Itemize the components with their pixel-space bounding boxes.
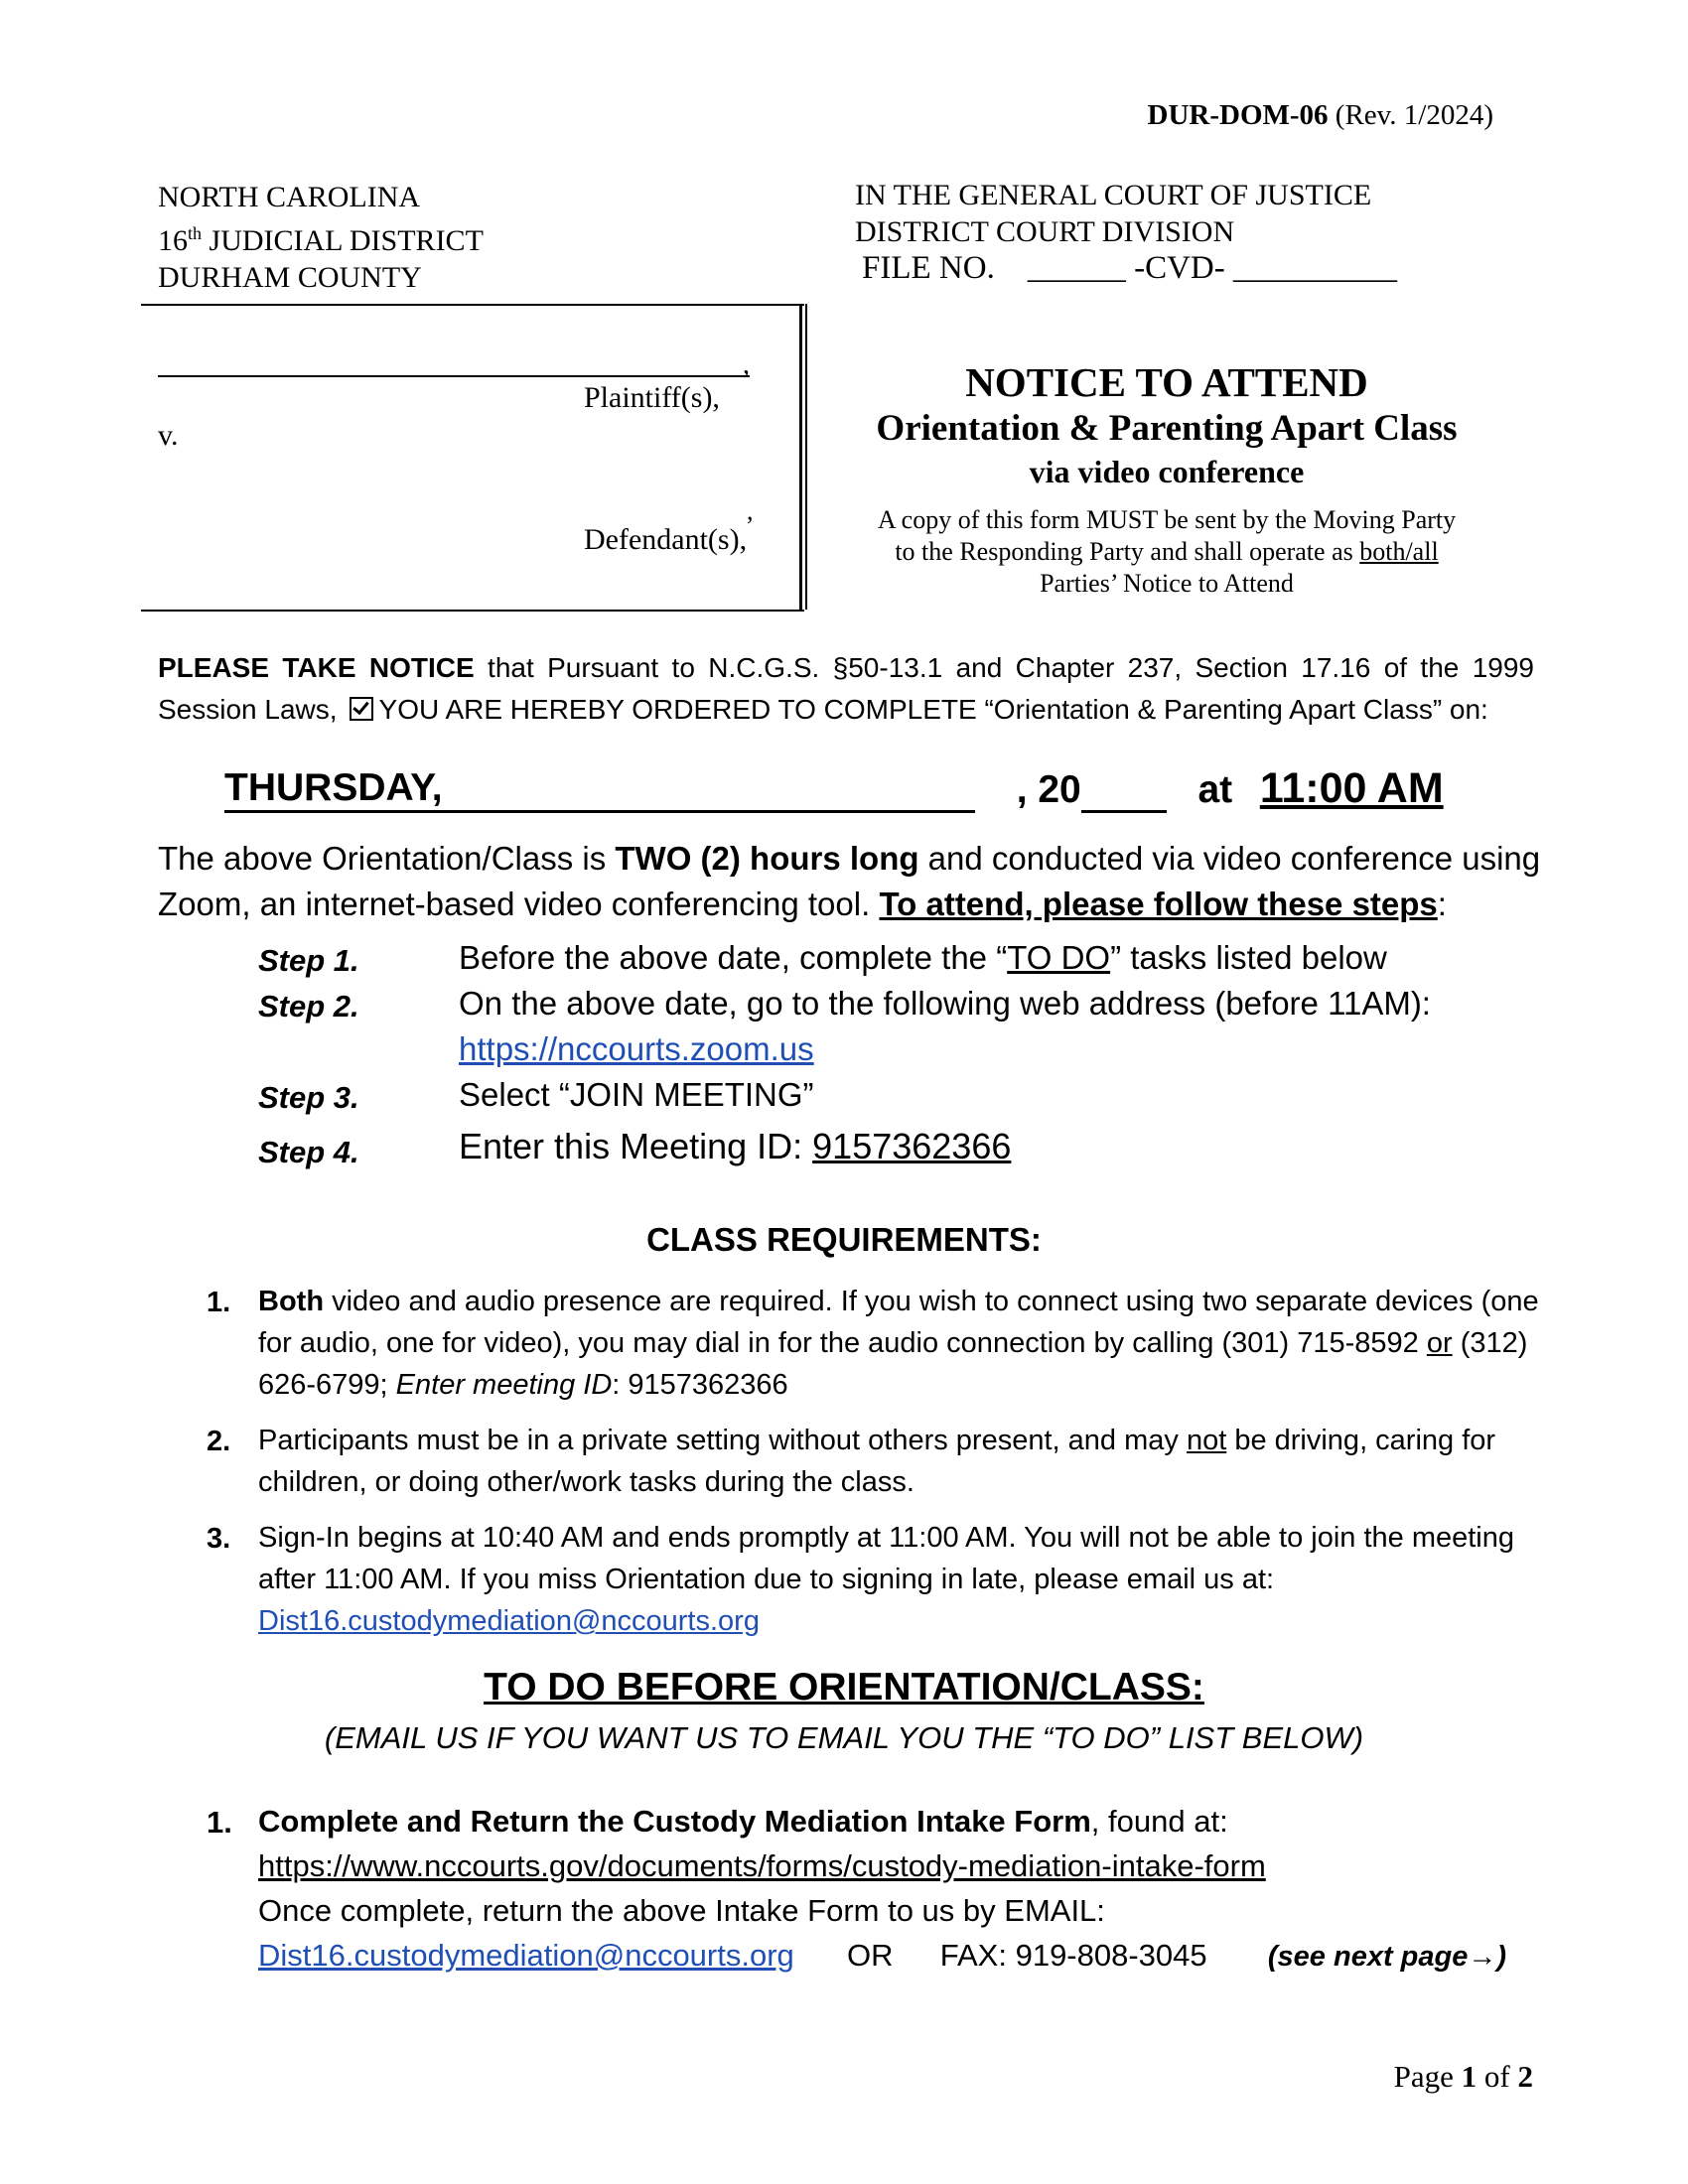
county-label: DURHAM COUNTY (158, 261, 422, 294)
intake-email-link[interactable]: Dist16.custodymediation@nccourts.org (258, 1938, 794, 1973)
class-date-line (224, 764, 1444, 813)
intake-form-url[interactable]: https://www.nccourts.gov/documents/forms/custody-mediation-intake-form (258, 1848, 1266, 1883)
day-label: THURSDAY, (224, 766, 443, 809)
page-total: 2 (1517, 2059, 1533, 2094)
step-2-text: On the above date, go to the following web address (before 11AM): (459, 985, 1431, 1022)
district-text: JUDICIAL DISTRICT (202, 224, 484, 257)
requirement-1 (258, 1281, 1549, 1406)
step-3-label: Step 3. (258, 1080, 359, 1115)
file-no-blank-2[interactable]: __________ (1232, 250, 1397, 286)
copy-line-1: A copy of this form MUST be sent by the Moving Party (877, 505, 1457, 534)
step-4-text-a: Enter this Meeting ID: (459, 1126, 813, 1166)
todo-1-number: 1. (207, 1805, 232, 1840)
copy-line-3: Parties’ Notice to Attend (1040, 569, 1294, 598)
page-of: of (1477, 2059, 1518, 2094)
requirement-1-or: or (1426, 1327, 1453, 1359)
jurisdiction-block (158, 179, 484, 296)
todo-1-bold: Complete and Return the Custody Mediation Intake Form (258, 1804, 1091, 1839)
division-label: DISTRICT COURT DIVISION (855, 215, 1235, 248)
file-no-blank-1[interactable]: ______ (1027, 250, 1126, 286)
step-1-text-b: ” tasks listed below (1110, 939, 1387, 976)
page-number (1394, 2059, 1533, 2095)
requirement-3 (258, 1517, 1549, 1642)
requirement-1-text-3: : 9157362366 (612, 1369, 788, 1401)
notice-subtitle: Orientation & Parenting Apart Class (876, 408, 1458, 449)
date-field[interactable] (224, 766, 975, 813)
district-number: 16 (158, 224, 188, 257)
caption-divider (799, 304, 802, 610)
plaintiff-label: Plaintiff(s), (584, 381, 720, 414)
file-no-label: FILE NO. (862, 250, 995, 286)
district-label (158, 215, 484, 259)
checked-checkbox-icon[interactable] (350, 697, 373, 721)
plaintiff-comma: , (743, 349, 750, 380)
todo-1-contact-line (258, 1933, 1549, 1979)
copy-line-2-emph: both/all (1359, 537, 1439, 566)
see-next-text: (see next page (1267, 1941, 1469, 1973)
steps-heading: To attend, please follow these steps (879, 886, 1438, 922)
page-current: 1 (1461, 2059, 1477, 2094)
todo-1-text-2: Once complete, return the above Intake Form to us by EMAIL: (258, 1893, 1105, 1928)
state-label: NORTH CAROLINA (158, 181, 421, 213)
versus-label: v. (158, 419, 179, 452)
step-1-text-a: Before the above date, complete the “ (459, 939, 1008, 976)
custody-email-link[interactable]: Dist16.custodymediation@nccourts.org (258, 1605, 760, 1637)
class-requirements-heading: CLASS REQUIREMENTS: (646, 1221, 1042, 1258)
requirement-1-number: 1. (207, 1287, 231, 1318)
todo-1-line-1 (258, 1799, 1549, 1843)
class-intro (158, 836, 1548, 927)
todo-item-1 (258, 1799, 1549, 1979)
todo-1-or: OR (847, 1938, 894, 1973)
order-paragraph (158, 647, 1534, 731)
notice-title: NOTICE TO ATTEND (965, 359, 1368, 405)
class-time: 11:00 AM (1259, 764, 1444, 812)
step-4-text (459, 1126, 1011, 1167)
file-no-cvd: -CVD- (1134, 250, 1225, 286)
copy-line-2 (824, 536, 1509, 568)
form-code (1148, 99, 1493, 132)
requirement-2-number: 2. (207, 1426, 231, 1457)
defendant-comma: , (747, 496, 754, 525)
todo-1-text-1: , found at: (1090, 1804, 1228, 1839)
requirement-3-number: 3. (207, 1523, 231, 1555)
requirement-2-text-2: be driving, caring for children, or doing other/work tasks during the class. (258, 1425, 1496, 1498)
intro-text-2: and conducted via video conference using Zoom, an internet-based video conferencing tool. (158, 840, 1541, 922)
requirement-1-text-1: video and audio presence are required. If you wish to connect using two separate devices (one for audio, one for video), you may dial in for the audio connection by calling (301) 715-8592 (258, 1286, 1539, 1359)
step-1-todo: TO DO (1007, 939, 1111, 976)
order-text-2: YOU ARE HEREBY ORDERED TO COMPLETE “Orientation & Parenting Apart Class” on: (378, 694, 1488, 725)
step-1-text (459, 939, 1387, 977)
step-4-label: Step 4. (258, 1135, 359, 1169)
requirement-2-text-1: Participants must be in a private setting without others present, and may (258, 1425, 1187, 1456)
form-code-id: DUR-DOM-06 (1147, 99, 1329, 131)
year-prefix: , 20 (1016, 768, 1081, 811)
todo-heading: TO DO BEFORE ORIENTATION/CLASS: (484, 1666, 1204, 1708)
notice-block (824, 357, 1509, 600)
form-revision: (Rev. 1/2024) (1335, 99, 1493, 131)
defendant-label: Defendant(s), (584, 523, 748, 556)
arrow-right-icon: →) (1468, 1941, 1507, 1973)
requirement-2 (258, 1420, 1549, 1503)
meeting-id: 9157362366 (812, 1126, 1012, 1166)
requirement-1-italic: Enter meeting ID (395, 1369, 613, 1401)
requirement-3-text-1: Sign-In begins at 10:40 AM and ends promptly at 11:00 AM. You will not be able to join the meeting after 11:00 AM. If you miss Orientation due to signing in late, please email us at: (258, 1522, 1515, 1595)
plaintiff-name-line[interactable] (158, 375, 750, 377)
at-label: at (1197, 768, 1233, 811)
court-block (855, 177, 1371, 250)
file-number (862, 250, 1397, 287)
class-duration: TWO (2) hours long (615, 840, 919, 877)
copy-line-2-text: to the Responding Party and shall operate as (895, 537, 1360, 566)
notice-via: via video conference (1029, 454, 1305, 489)
step-3-text: Select “JOIN MEETING” (459, 1076, 814, 1113)
requirement-1-text-2: (312) 626-6799; (258, 1327, 1528, 1401)
year-blank[interactable] (1081, 810, 1167, 813)
order-lead: PLEASE TAKE NOTICE (158, 652, 475, 683)
todo-subheading: (EMAIL US IF YOU WANT US TO EMAIL YOU THE “TO DO” LIST BELOW) (324, 1720, 1364, 1755)
case-caption-box (141, 304, 804, 612)
requirement-1-bold: Both (258, 1286, 325, 1317)
steps-colon: : (1437, 886, 1447, 922)
district-suffix: th (188, 223, 203, 243)
caption-divider-2 (805, 304, 807, 610)
step-1-label: Step 1. (258, 943, 359, 978)
requirement-2-not: not (1186, 1425, 1227, 1456)
zoom-link[interactable]: https://nccourts.zoom.us (459, 1030, 814, 1067)
court-label: IN THE GENERAL COURT OF JUSTICE (855, 179, 1372, 211)
page-label: Page (1393, 2059, 1462, 2094)
fax-number: FAX: 919-808-3045 (939, 1938, 1207, 1973)
order-text-1: that Pursuant to N.C.G.S. §50-13.1 and Chapter 237, Section 17.16 of the 1999 Session Laws, (158, 652, 1534, 725)
notice-copy-instructions (824, 504, 1509, 600)
intro-text-1: The above Orientation/Class is (158, 840, 616, 877)
see-next-page (1268, 1941, 1506, 1973)
step-2-label: Step 2. (258, 989, 359, 1024)
